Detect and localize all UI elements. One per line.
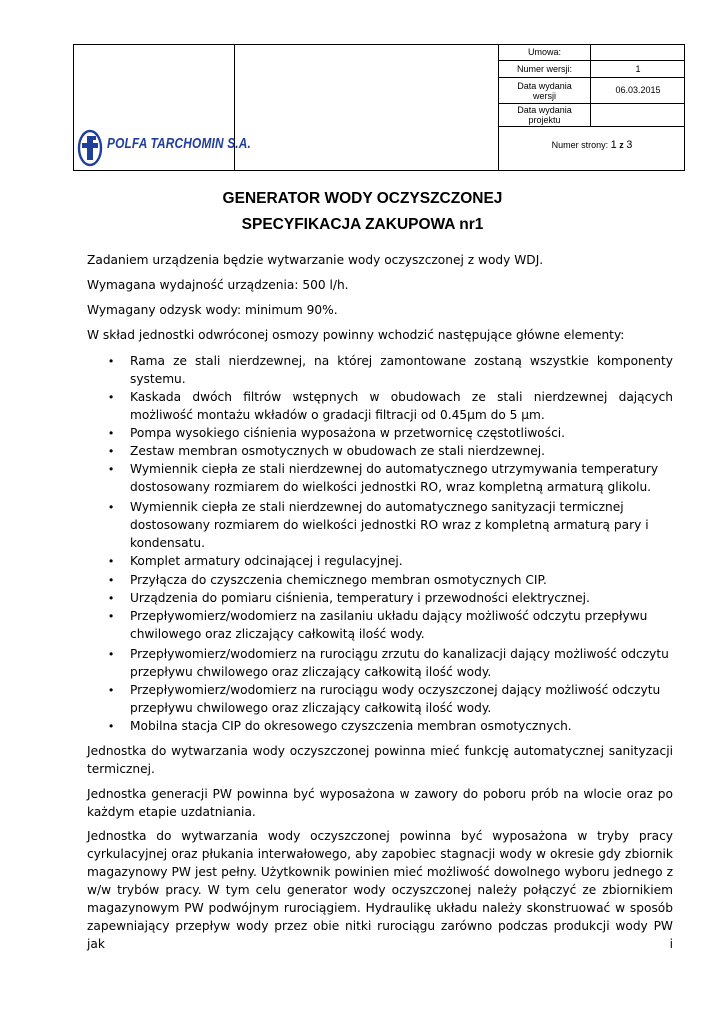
polfa-cross-logo-icon xyxy=(77,128,103,168)
paragraph: Jednostka do wytwarzania wody oczyszczonej powinna być wyposażona w tryby pracy cyrkulacyjnej oraz płukania interwałowego, aby zapobiec stagnacji wody w okresie gdy zbiornik magazynowy PW jest pełny. Użytkownik powinien mieć możliwość dowolnego wyboru jednego z w/w trybów pracy. W tym celu generator wody oczyszczonej należy połączyć ze zbiornikiem magazynowym PW podwójnym rurociągiem. Hydraulikę układu należy skonstruować w sposób zapewniający przepływ wody przez obie nitki rurociągu zarówno podczas produkcji wody PW jak i xyxy=(87,829,673,951)
page-number-label: Numer strony: xyxy=(551,140,609,150)
list-item: Zestaw membran osmotycznych w obudowach ze stali nierdzewnej. xyxy=(130,444,545,458)
label-data-wydania-wersji: Data wydania wersji xyxy=(517,81,572,101)
value-data-wydania-wersji: 06.03.2015 xyxy=(615,85,661,95)
list-item: Przyłącza do czyszczenia chemicznego membran osmotycznych CIP. xyxy=(130,573,547,587)
value-numer-wersji: 1 xyxy=(635,64,641,74)
list-item: Wymiennik ciepła ze stali nierdzewnej do automatycznego sanityzacji termicznej dostosowany rozmiarem do wielkości jednostki RO wraz z kompletną armaturą pary i kondensatu. xyxy=(130,500,649,550)
header-row-line-3 xyxy=(498,103,685,104)
intro-line: Zadaniem urządzenia będzie wytwarzanie wody oczyszczonej z wody WDJ. xyxy=(87,253,544,267)
bullet-marker: • xyxy=(109,390,114,404)
page-number-sep: z xyxy=(619,140,624,150)
bullet-marker: • xyxy=(109,719,114,733)
list-item: Rama ze stali nierdzewnej, na której zamontowane zostaną wszystkie komponenty systemu. xyxy=(130,354,673,386)
list-item: Kaskada dwóch filtrów wstępnych w obudowach ze stali nierdzewnej dających możliwość montażu wkładów o gradacji filtracji od 0.45µm do 5 µm. xyxy=(130,390,673,422)
list-item: Wymiennik ciepła ze stali nierdzewnej do automatycznego utrzymywania temperatury dostosowany rozmiarem do wielkości jednostki RO, wraz kompletną armaturą glikolu. xyxy=(130,462,659,494)
intro-line: Wymagany odzysk wody: minimum 90%. xyxy=(87,303,338,317)
bullet-marker: • xyxy=(109,462,114,476)
bullet-marker: • xyxy=(109,573,114,587)
bullet-marker: • xyxy=(109,444,114,458)
page-number xyxy=(499,140,685,150)
bullet-marker: • xyxy=(109,591,114,605)
list-item: Mobilna stacja CIP do okresowego czyszczenia membran osmotycznych. xyxy=(130,719,572,733)
paragraph: Jednostka generacji PW powinna być wyposażona w zawory do poboru prób na wlocie oraz po każdym etapie uzdatniania. xyxy=(87,787,673,819)
bullet-marker: • xyxy=(109,554,114,568)
header-row-line-2 xyxy=(498,77,685,78)
intro-line: W skład jednostki odwróconej osmozy powinny wchodzić następujące główne elementy: xyxy=(87,328,625,342)
bullet-marker: • xyxy=(109,426,114,440)
page-number-current: 1 xyxy=(610,139,617,151)
list-item: Komplet armatury odcinającej i regulacyjnej. xyxy=(130,554,403,568)
header-row-line-4 xyxy=(498,126,685,127)
list-item: Przepływomierz/wodomierz na rurociągu wody oczyszczonej dający możliwość odczytu przepływu chwilowego oraz zliczający całkowitą ilość wody. xyxy=(130,683,661,715)
list-item: Urządzenia do pomiaru ciśnienia, temperatury i przewodności elektrycznej. xyxy=(130,591,590,605)
paragraph: Jednostka do wytwarzania wody oczyszczonej powinna mieć funkcję automatycznej sanityzacji termicznej. xyxy=(87,744,673,776)
page-number-total: 3 xyxy=(626,139,633,151)
document-title: GENERATOR WODY OCZYSZCZONEJ xyxy=(222,190,503,207)
list-item: Pompa wysokiego ciśnienia wyposażona w przetwornicę częstotliwości. xyxy=(130,426,566,440)
bullet-marker: • xyxy=(109,609,114,623)
header-row-line-1 xyxy=(498,60,685,61)
bullet-marker: • xyxy=(109,354,114,368)
logo-text: POLFA TARCHOMIN S.A. xyxy=(107,136,251,152)
bullet-marker: • xyxy=(109,683,114,697)
document-subtitle: SPECYFIKACJA ZAKUPOWA nr1 xyxy=(241,216,484,233)
list-item: Przepływomierz/wodomierz na rurociągu zrzutu do kanalizacji dający możliwość odczytu przepływu chwilowego oraz zliczający całkowitą ilość wody. xyxy=(130,647,669,679)
label-data-wydania-projektu: Data wydania projektu xyxy=(517,105,572,125)
document-header-table xyxy=(73,44,686,172)
intro-line: Wymagana wydajność urządzenia: 500 l/h. xyxy=(87,278,349,292)
label-umowa: Umowa: xyxy=(527,47,561,57)
bullet-marker: • xyxy=(109,647,114,661)
label-numer-wersji: Numer wersji: xyxy=(516,64,572,74)
list-item: Przepływomierz/wodomierz na zasilaniu układu dający możliwość odczytu przepływu chwilowego oraz zliczający całkowitą ilość wody. xyxy=(130,609,648,641)
company-logo xyxy=(77,128,251,168)
bullet-marker: • xyxy=(109,500,114,514)
